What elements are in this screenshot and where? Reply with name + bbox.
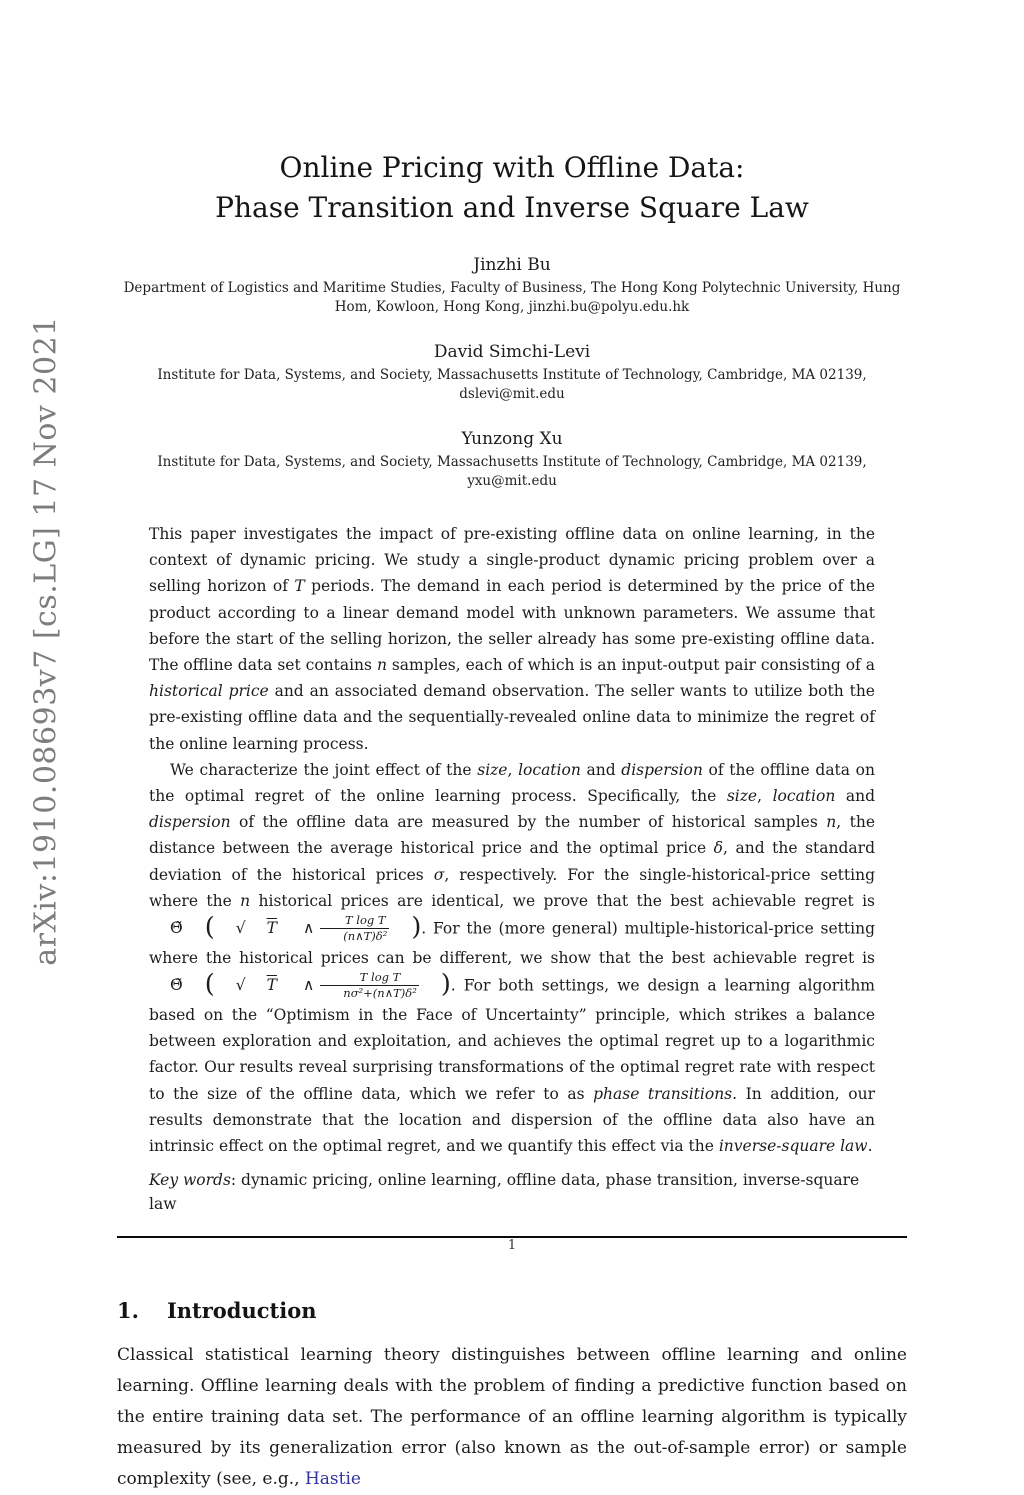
keywords-line [149,1168,875,1216]
abstract [149,521,875,1159]
body-text: . [867,1137,873,1156]
body-text: , respectively. For the single-historical-price setting where the [149,865,875,910]
section-title: Introduction [166,1298,317,1324]
body-text: , [507,760,519,779]
author-affiliation-2: Institute for Data, Systems, and Society, Massachusetts Institute of Technology, Cambridge, MA 02139, dslevi@mit.edu [157,367,867,402]
introduction-paragraph [117,1340,907,1495]
emphasized-text: phase transitions [593,1084,733,1103]
author-affiliation-1: Department of Logistics and Maritime Studies, Faculty of Business, The Hong Kong Polytechnic University, Hung Hom, Kowloon, Hong Kong, jinzhi.bu@polyu.edu.hk [123,280,901,315]
emphasized-text: σ [433,865,445,884]
body-text: of the offline data are measured by the number of historical samples [230,813,827,832]
emphasized-text: location [518,760,581,779]
emphasized-text: dispersion [621,760,703,779]
body-text: . For the (more general) multiple-historical-price setting where the historical prices can be different, we show that the best achievable regret is [149,919,875,967]
regret-formula-multiple-price: Θ̃ ( √ T ∧ $\frac{\text{T log T}}{\text{nσ²+(n∧T)δ²}}$ ) [170,968,451,1001]
body-text: of the offline data on the optimal regret of the online learning process. Specifically, the [149,760,876,806]
author-name-1: Jinzhi Bu [473,255,551,275]
emphasized-text: size [477,760,508,779]
section-number: 1. [117,1298,139,1324]
paper-content [117,0,907,1495]
body-text: We characterize the joint effect of the [170,760,478,779]
emphasized-text: n [240,891,251,910]
body-text: historical prices are identical, we prove that the best achievable regret is [250,891,875,910]
body-text: , [757,787,773,806]
paper-title-line2: Phase Transition and Inverse Square Law [215,191,809,224]
section-heading-introduction [117,1298,907,1323]
author-block [117,254,907,491]
citation-link[interactable]: Hastie [304,1469,361,1490]
emphasized-text: size [726,787,758,806]
emphasized-text: δ [713,839,724,858]
body-text: , and the standard deviation of the historical prices [149,839,876,884]
body-text: , the distance between the average historical price and the optimal price [149,813,875,858]
body-text: This paper investigates the impact of pre-existing offline data on online learning, in the context of dynamic pricing. We study a single-product dynamic pricing problem over a selling horizon of [149,525,875,596]
emphasized-text: Key words [149,1171,231,1190]
body-text: and an associated demand observation. The seller wants to utilize both the pre-existing offline data and the sequentially-revealed online data to minimize the regret of the online learning process. [149,682,875,753]
emphasized-text: T [294,577,305,596]
emphasized-text: n [376,656,387,675]
emphasized-text: historical price [149,682,269,701]
author-affiliation-3: Institute for Data, Systems, and Society, Massachusetts Institute of Technology, Cambridge, MA 02139, yxu@mit.edu [157,454,867,489]
author-name-3: Yunzong Xu [461,429,563,449]
body-text: . In addition, our results demonstrate that the location and dispersion of the offline data also have an intrinsic effect on the optimal regret, and we quantify this effect via the [149,1084,875,1156]
body-text: and [580,760,622,779]
body-text: Classical statistical learning theory distinguishes between offline learning and online learning. Offline learning deals with the problem of finding a predictive function based on the entire training data set. The performance of an offline learning algorithm is typically measured by its generalization error (also known as the out-of-sample error) or sample complexity (see, e.g., [117,1345,907,1490]
body-text: samples, each of which is an input-output pair consisting of a [386,656,875,675]
paper-title-line1: Online Pricing with Offline Data: [279,151,745,184]
body-text: and [835,787,876,806]
emphasized-text: location [772,787,836,806]
emphasized-text: dispersion [149,813,231,832]
emphasized-text: inverse-square law [718,1137,868,1156]
arxiv-watermark: arXiv:1910.08693v7 [cs.LG] 17 Nov 2021 [28,316,64,966]
page-number: 1 [507,1238,517,1253]
paper-title [117,148,907,228]
abstract-paragraph-1 [149,521,875,757]
abstract-paragraph-2 [149,757,875,1159]
emphasized-text: n [826,813,837,832]
regret-formula-single-price: Θ̃ ( √ T ∧ $\frac{\text{T log T}}{\text{(n∧T)δ²}}$ ) [170,911,422,943]
body-text: periods. The demand in each period is determined by the price of the product according to a linear demand model with unknown parameters. We assume that before the start of the selling horizon, the seller already has some pre-existing offline data. The offline data set contains [149,577,875,675]
body-text: : dynamic pricing, online learning, offline data, phase transition, inverse-square law [149,1171,860,1214]
body-text: . For both settings, we design a learning algorithm based on the “Optimism in the Face of Uncertainty” principle, which strikes a balance between exploration and exploitation, and achieves the optimal regret up to a logarithmic factor. Our results reveal surprising transformations of the optimal regret rate with respect to the size of the offline data, which we refer to as [149,976,875,1103]
author-name-2: David Simchi-Levi [433,342,591,362]
